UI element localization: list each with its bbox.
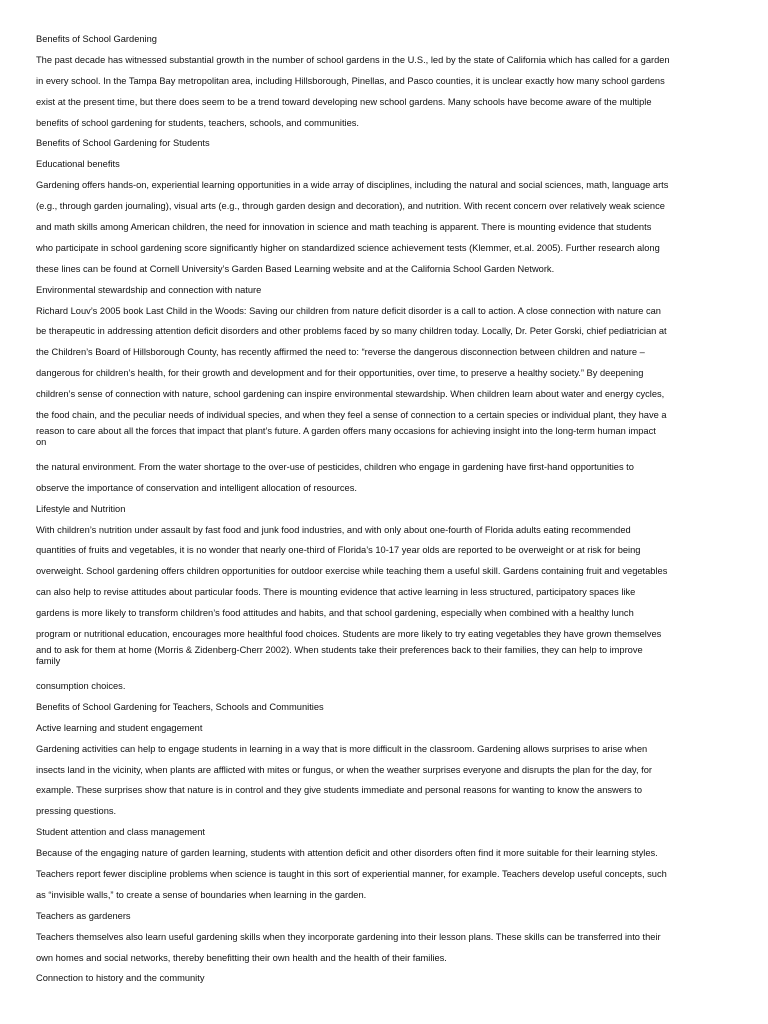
body-text-line: can also help to revise attitudes about particular foods. There is mounting evidence that active learning in less structured, participatory spaces like — [36, 587, 636, 598]
body-text-line: Gardening activities can help to engage students in learning in a way that is more difficult in the classroom. Gardening allows surprises to arise when — [36, 743, 648, 754]
body-text-line: reason to care about all the forces that impact that plant’s future. A garden offers many occasions for achieving insight into the long-term human impact — [36, 425, 656, 436]
subsection-heading: Connection to history and the community — [36, 973, 205, 984]
body-text-line: Teachers themselves also learn useful gardening skills when they incorporate gardening into their lesson plans. These skills can be transferred into their — [36, 931, 661, 942]
document-page — [36, 29, 736, 989]
subsection-heading: Educational benefits — [36, 159, 120, 170]
body-text-line: exist at the present time, but there does seem to be a trend toward developing new school gardens. Many schools have become aware of the multiple — [36, 96, 652, 107]
section-heading: Benefits of School Gardening for Teachers, Schools and Communities — [36, 701, 324, 712]
body-text-line: observe the importance of conservation and intelligent allocation of resources. — [36, 482, 357, 493]
body-text-line: Gardening offers hands-on, experiential learning opportunities in a wide array of disciplines, including the natural and social sciences, math, language arts — [36, 180, 669, 191]
subsection-heading: Lifestyle and Nutrition — [36, 503, 126, 514]
body-text-line: gardens is more likely to transform children’s food attitudes and habits, and that school gardening, especially when combined with a healthy lunch — [36, 608, 634, 619]
body-text-line: insects land in the vicinity, when plants are afflicted with mites or fungus, or when the weather surprises everyone and disrupts the plan for the day, for — [36, 764, 652, 775]
subsection-heading: Active learning and student engagement — [36, 722, 203, 733]
body-text-line: and math skills among American children, the need for innovation in science and math teaching is apparent. There is mounting evidence that students — [36, 222, 652, 233]
body-text-line: the natural environment. From the water shortage to the over-use of pesticides, children who engage in gardening have first-hand opportunities to — [36, 461, 634, 472]
body-text-line: the food chain, and the peculiar needs of individual species, and when they feel a sense of connection to a certain species or individual plant, they have a — [36, 410, 667, 421]
subsection-heading: Environmental stewardship and connection with nature — [36, 284, 262, 295]
subsection-heading: Student attention and class management — [36, 827, 206, 838]
body-text-line: The past decade has witnessed substantial growth in the number of school gardens in the U.S., led by the state of California which has called for a garden — [36, 54, 670, 65]
body-text-line: pressing questions. — [36, 806, 117, 817]
body-text-line: Because of the engaging nature of garden learning, students with attention deficit and other disorders often find it more suitable for their learning styles. — [36, 848, 658, 859]
body-text-line: benefits of school gardening for students, teachers, schools, and communities. — [36, 117, 359, 128]
body-text-line: be therapeutic in addressing attention deficit disorders and other problems faced by so many children today. Locally, Dr. Peter Gorski, chief pediatrician at — [36, 326, 667, 337]
body-text-line: example. These surprises show that nature is in control and they give students immediate and personal reasons for wanting to know the answers to — [36, 785, 643, 796]
body-text-line: in every school. In the Tampa Bay metropolitan area, including Hillsborough, Pinellas, and Pasco counties, it is unclear exactly how many school gardens — [36, 75, 665, 86]
body-text-line: (e.g., through garden journaling), visual arts (e.g., through garden design and decoration), and nutrition. With recent concern over relatively weak science — [36, 201, 665, 212]
body-text-line: overweight. School gardening offers children opportunities for outdoor exercise while teaching them a useful skill. Gardens containing fruit and vegetables — [36, 566, 668, 577]
body-text-line: own homes and social networks, thereby benefitting their own health and the health of their families. — [36, 952, 447, 963]
body-text-wrap: on — [36, 436, 47, 447]
section-heading: Benefits of School Gardening for Students — [36, 138, 210, 149]
body-text-line: these lines can be found at Cornell University’s Garden Based Learning website and at the California School Garden Network. — [36, 263, 555, 274]
body-text-line: Richard Louv’s 2005 book Last Child in the Woods: Saving our children from nature deficit disorder is a call to action. A close connection with nature can — [36, 305, 661, 316]
body-text-line: consumption choices. — [36, 680, 126, 691]
body-text-line: program or nutritional education, encourages more healthful food choices. Students are more likely to try eating vegetables they have grown themselves — [36, 629, 662, 640]
document-heading: Benefits of School Gardening — [36, 34, 157, 44]
body-text-wrap: family — [36, 655, 61, 666]
body-text-line: dangerous for children’s health, for their growth and development and for their opportunities, over time, to preserve a healthy society.” By deepening — [36, 368, 644, 379]
subsection-heading: Teachers as gardeners — [36, 910, 131, 921]
body-text-line: the Children’s Board of Hillsborough County, has recently affirmed the need to: “reverse the dangerous disconnection between children and nature – — [36, 347, 645, 358]
body-text-line: children’s sense of connection with nature, school gardening can inspire environmental stewardship. When children learn about water and energy cycles, — [36, 389, 665, 400]
body-text-line: With children’s nutrition under assault by fast food and junk food industries, and with only about one-fourth of Florida adults eating recommended — [36, 524, 631, 535]
body-text-line: and to ask for them at home (Morris & Zidenberg-Cherr 2002). When students take their preferences back to their families, they can help to improve — [36, 644, 643, 655]
body-text-line: who participate in school gardening score significantly higher on standardized science achievement tests (Klemmer, et.al. 2005). Further research along — [36, 242, 660, 253]
body-text-line: Teachers report fewer discipline problems when science is taught in this sort of experiential manner, for example. Teachers develop useful concepts, such — [36, 868, 667, 879]
body-text-line: as “invisible walls,” to create a sense of boundaries when learning in the garden. — [36, 889, 367, 900]
body-text-line: quantities of fruits and vegetables, it is no wonder that nearly one-third of Florida’s 10-17 year olds are reported to be overweight or at risk for being — [36, 545, 641, 556]
